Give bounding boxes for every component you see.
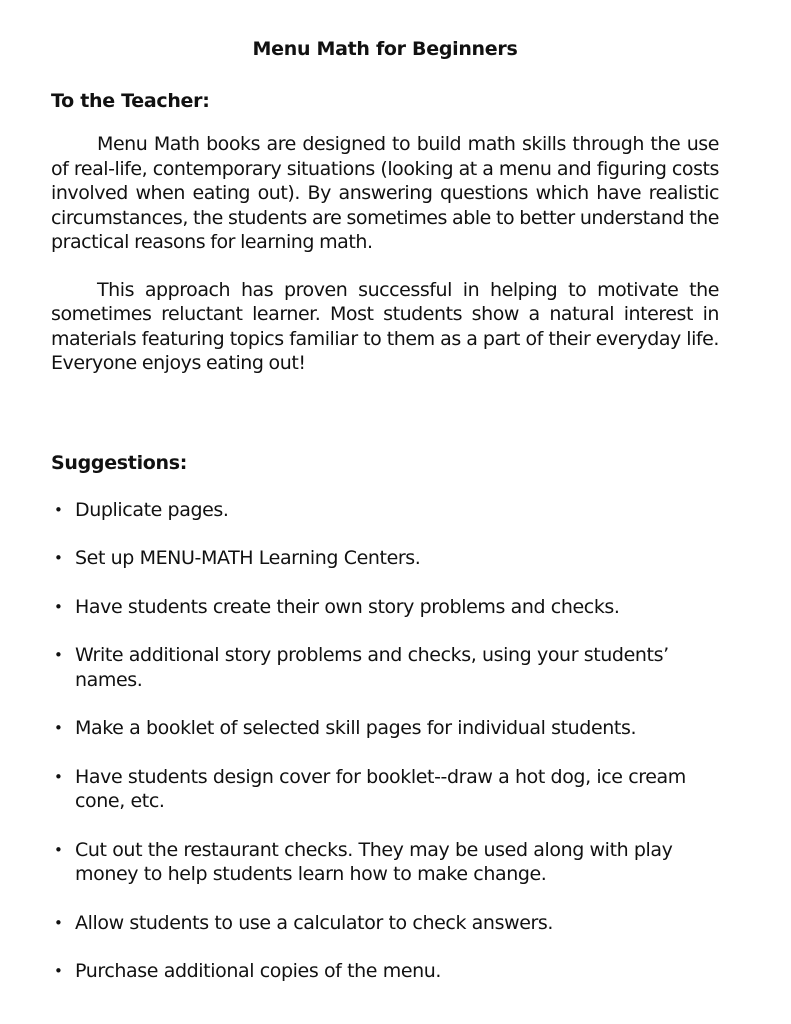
list-item-text: Have students create their own story problems and checks. bbox=[75, 595, 620, 618]
suggestions-heading: Suggestions: bbox=[51, 451, 188, 474]
bullet-icon: • bbox=[54, 767, 63, 786]
list-item bbox=[51, 765, 719, 814]
list-item bbox=[51, 959, 719, 984]
teacher-paragraph-1: Menu Math books are designed to build math skills through the use of real-life, contemporary situations (looking at a menu and figuring costs involved when eating out). By answering questions which have realistic circumstances, the students are sometimes able to better understand the practical reasons for learning math. bbox=[51, 133, 719, 253]
bullet-icon: • bbox=[54, 500, 63, 519]
list-item-text: Set up MENU-MATH Learning Centers. bbox=[75, 547, 421, 569]
list-item bbox=[51, 643, 719, 692]
list-item-text: Have students design cover for booklet--draw a hot dog, ice cream cone, etc. bbox=[75, 765, 686, 812]
bullet-icon: • bbox=[54, 549, 63, 567]
list-item-text: Write additional story problems and checks, using your students’ names. bbox=[75, 644, 669, 691]
list-item-text: Allow students to use a calculator to check answers. bbox=[75, 911, 554, 934]
document-page bbox=[51, 36, 719, 1008]
list-item bbox=[51, 498, 719, 523]
bullet-icon: • bbox=[54, 646, 63, 664]
bullet-icon: • bbox=[54, 719, 63, 737]
list-item-text: Cut out the restaurant checks. They may be used along with play money to help students learn how to make change. bbox=[75, 838, 673, 885]
list-item-text: Duplicate pages. bbox=[75, 498, 229, 521]
suggestions-list bbox=[51, 498, 719, 984]
list-item-text: Make a booklet of selected skill pages for individual students. bbox=[75, 717, 637, 739]
list-item bbox=[51, 911, 719, 936]
bullet-icon: • bbox=[54, 597, 63, 616]
bullet-icon: • bbox=[54, 962, 63, 980]
bullet-icon: • bbox=[54, 840, 63, 859]
page-title: Menu Math for Beginners bbox=[252, 38, 518, 60]
list-item-text: Purchase additional copies of the menu. bbox=[75, 960, 442, 982]
bullet-icon: • bbox=[54, 913, 63, 932]
teacher-heading: To the Teacher: bbox=[51, 90, 210, 112]
list-item bbox=[51, 838, 719, 887]
list-item bbox=[51, 595, 719, 620]
teacher-paragraph-2: This approach has proven successful in helping to motivate the sometimes reluctant learner. Most students show a natural interest in materials featuring topics familiar to them as a part of their everyday life. Everyone enjoys eating out! bbox=[51, 278, 719, 374]
list-item bbox=[51, 716, 719, 741]
list-item bbox=[51, 546, 719, 571]
